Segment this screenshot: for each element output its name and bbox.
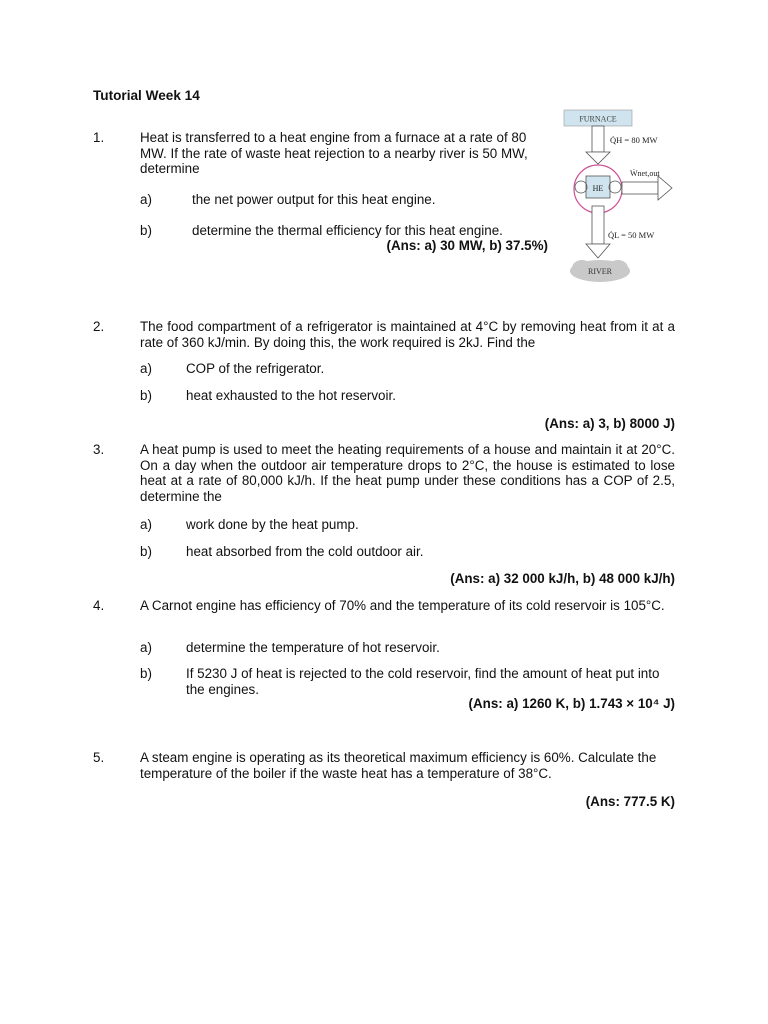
question-number: 2. — [93, 319, 105, 334]
question-number: 3. — [93, 442, 105, 457]
engine-label: HE — [592, 184, 604, 193]
page-title: Tutorial Week 14 — [93, 88, 200, 103]
river-label: RIVER — [588, 267, 612, 276]
part-label: a) — [140, 517, 152, 532]
part-text: the net power output for this heat engine. — [192, 192, 436, 207]
heat-engine-diagram — [560, 108, 678, 286]
part-text: heat exhausted to the hot reservoir. — [186, 388, 396, 403]
question-text: Heat is transferred to a heat engine from a furnace at a rate of 80 MW. If the rate of waste heat rejection to a nearby river is 50 MW, determine — [140, 130, 528, 176]
question-number: 4. — [93, 598, 105, 613]
question-text: A heat pump is used to meet the heating requirements of a house and maintain it at 20°C. On a day when the outdoor air temperature drops to 2°C, the house is estimated to lose heat at a rate of 80,000 kJ/h. If the heat pump under these conditions has a COP of 2.5, determine the — [140, 442, 675, 504]
furnace-label: FURNACE — [579, 114, 617, 124]
answer: (Ans: a) 32 000 kJ/h, b) 48 000 kJ/h) — [450, 571, 675, 586]
part-label: b) — [140, 544, 152, 559]
part-text: determine the temperature of hot reservoir. — [186, 640, 440, 655]
part-text: COP of the refrigerator. — [186, 361, 325, 376]
answer: (Ans: a) 1260 K, b) 1.743 × 10⁴ J) — [468, 696, 675, 711]
answer: (Ans: a) 30 MW, b) 37.5%) — [386, 238, 548, 253]
answer: (Ans: a) 3, b) 8000 J) — [544, 416, 675, 431]
question-number: 5. — [93, 750, 105, 765]
part-label: a) — [140, 640, 152, 655]
qh-label: Q̇H = 80 MW — [610, 135, 658, 145]
answer: (Ans: 777.5 K) — [585, 794, 675, 809]
question-text: A steam engine is operating as its theoretical maximum efficiency is 60%. Calculate the temperature of the boiler if the waste heat has a temperature of 38°C. — [140, 750, 657, 781]
part-text: determine the thermal efficiency for this heat engine. — [192, 223, 503, 238]
question-text: A Carnot engine has efficiency of 70% and the temperature of its cold reservoir is 105°C. — [140, 598, 665, 613]
part-text: If 5230 J of heat is rejected to the cold reservoir, find the amount of heat put into the engines. — [186, 666, 660, 697]
part-label: b) — [140, 666, 152, 681]
part-label: a) — [140, 361, 152, 376]
part-label: b) — [140, 223, 152, 238]
wnet-label: Ẇnet,out — [630, 169, 660, 178]
part-text: heat absorbed from the cold outdoor air. — [186, 544, 424, 559]
question-number: 1. — [93, 130, 105, 145]
question-text: The food compartment of a refrigerator is maintained at 4°C by removing heat from it at a rate of 360 kJ/min. By doing this, the work required is 2kJ. Find the — [140, 319, 675, 350]
part-text: work done by the heat pump. — [186, 517, 359, 532]
part-label: b) — [140, 388, 152, 403]
part-label: a) — [140, 192, 152, 207]
ql-label: Q̇L = 50 MW — [608, 230, 655, 240]
